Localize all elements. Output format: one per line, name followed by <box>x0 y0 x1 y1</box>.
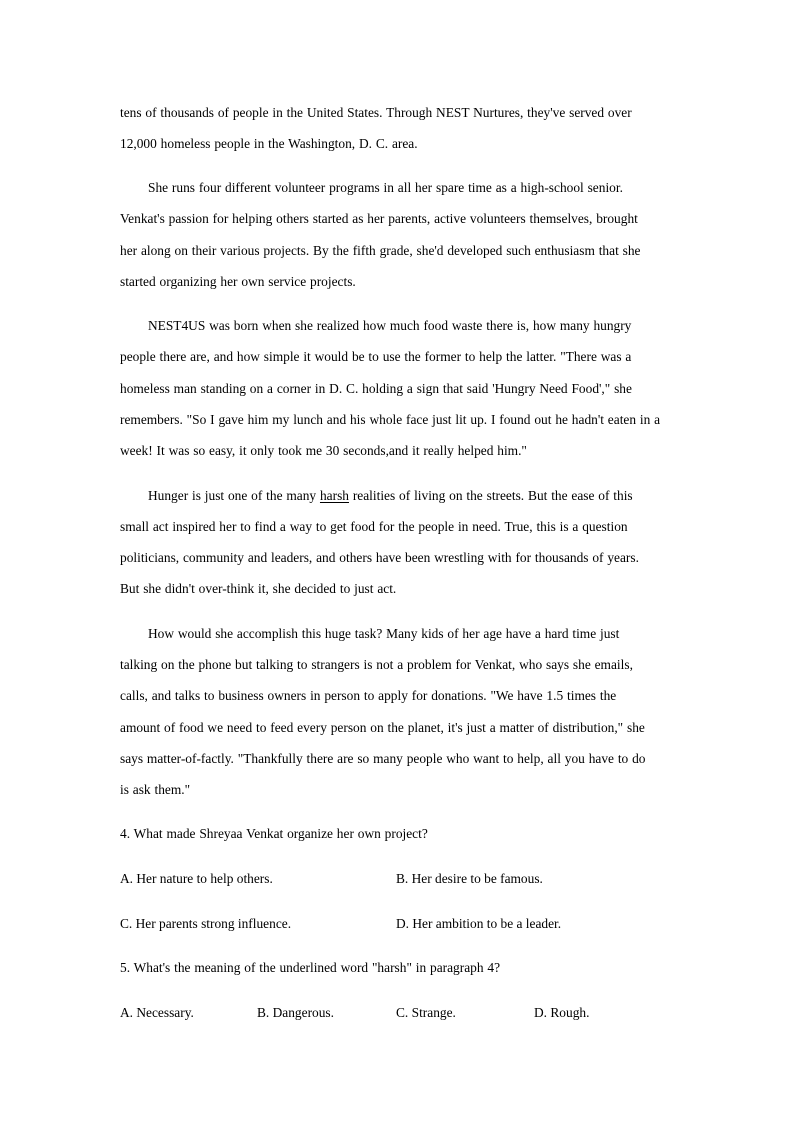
option-b: B. Her desire to be famous. <box>396 871 543 886</box>
text-line: tens of thousands of people in the United States. Through NEST Nurtures, they've served over <box>120 105 632 120</box>
text-line: started organizing her own service projects. <box>120 274 356 289</box>
text-line: is ask them." <box>120 782 191 797</box>
text-line: She runs four different volunteer programs in all her spare time as a high-school senior. <box>148 180 623 195</box>
text-line: people there are, and how simple it would be to use the former to help the latter. "There was a <box>120 349 632 364</box>
option-d: D. Her ambition to be a leader. <box>396 916 562 931</box>
question-stem: 5. What's the meaning of the underlined word "harsh" in paragraph 4? <box>120 960 501 975</box>
option-c: C. Her parents strong influence. <box>120 916 292 931</box>
text-line: week! It was so easy, it only took me 30 seconds,and it really helped him." <box>120 443 527 458</box>
text-line: Venkat's passion for helping others started as her parents, active volunteers themselves, brought <box>120 211 638 226</box>
text-line: But she didn't over-think it, she decided to just act. <box>120 581 397 596</box>
text-line: How would she accomplish this huge task? Many kids of her age have a hard time just <box>148 626 620 641</box>
option-a: A. Necessary. <box>120 1005 194 1020</box>
option-b: B. Dangerous. <box>257 1005 334 1020</box>
option-d: D. Rough. <box>534 1005 590 1020</box>
text-line: NEST4US was born when she realized how much food waste there is, how many hungry <box>148 318 632 333</box>
text-segment: realities of living on the streets. But the ease of this <box>348 488 633 503</box>
text-line: says matter-of-factly. "Thankfully there are so many people who want to help, all you have to do <box>120 751 646 766</box>
text-line: talking on the phone but talking to strangers is not a problem for Venkat, who says she emails, <box>120 657 633 672</box>
text-segment: Hunger is just one of the many <box>148 488 320 503</box>
option-a: A. Her nature to help others. <box>120 871 273 886</box>
text-line: 12,000 homeless people in the Washington, D. C. area. <box>120 136 418 151</box>
text-line: politicians, community and leaders, and others have been wrestling with for thousands of years. <box>120 550 639 565</box>
text-line: small act inspired her to find a way to get food for the people in need. True, this is a question <box>120 519 628 534</box>
text-line: her along on their various projects. By the fifth grade, she'd developed such enthusiasm that she <box>120 243 641 258</box>
text-line: homeless man standing on a corner in D. C. holding a sign that said 'Hungry Need Food'," she <box>120 381 632 396</box>
underlined-word-harsh: harsh <box>319 488 349 503</box>
text-line: amount of food we need to feed every person on the planet, it's just a matter of distribution," she <box>120 720 645 735</box>
option-c: C. Strange. <box>396 1005 456 1020</box>
text-line <box>148 488 633 504</box>
question-stem: 4. What made Shreyaa Venkat organize her own project? <box>120 826 428 841</box>
text-line: remembers. "So I gave him my lunch and his whole face just lit up. I found out he hadn't eaten in a <box>120 412 661 427</box>
text-line: calls, and talks to business owners in person to apply for donations. "We have 1.5 times the <box>120 688 617 703</box>
